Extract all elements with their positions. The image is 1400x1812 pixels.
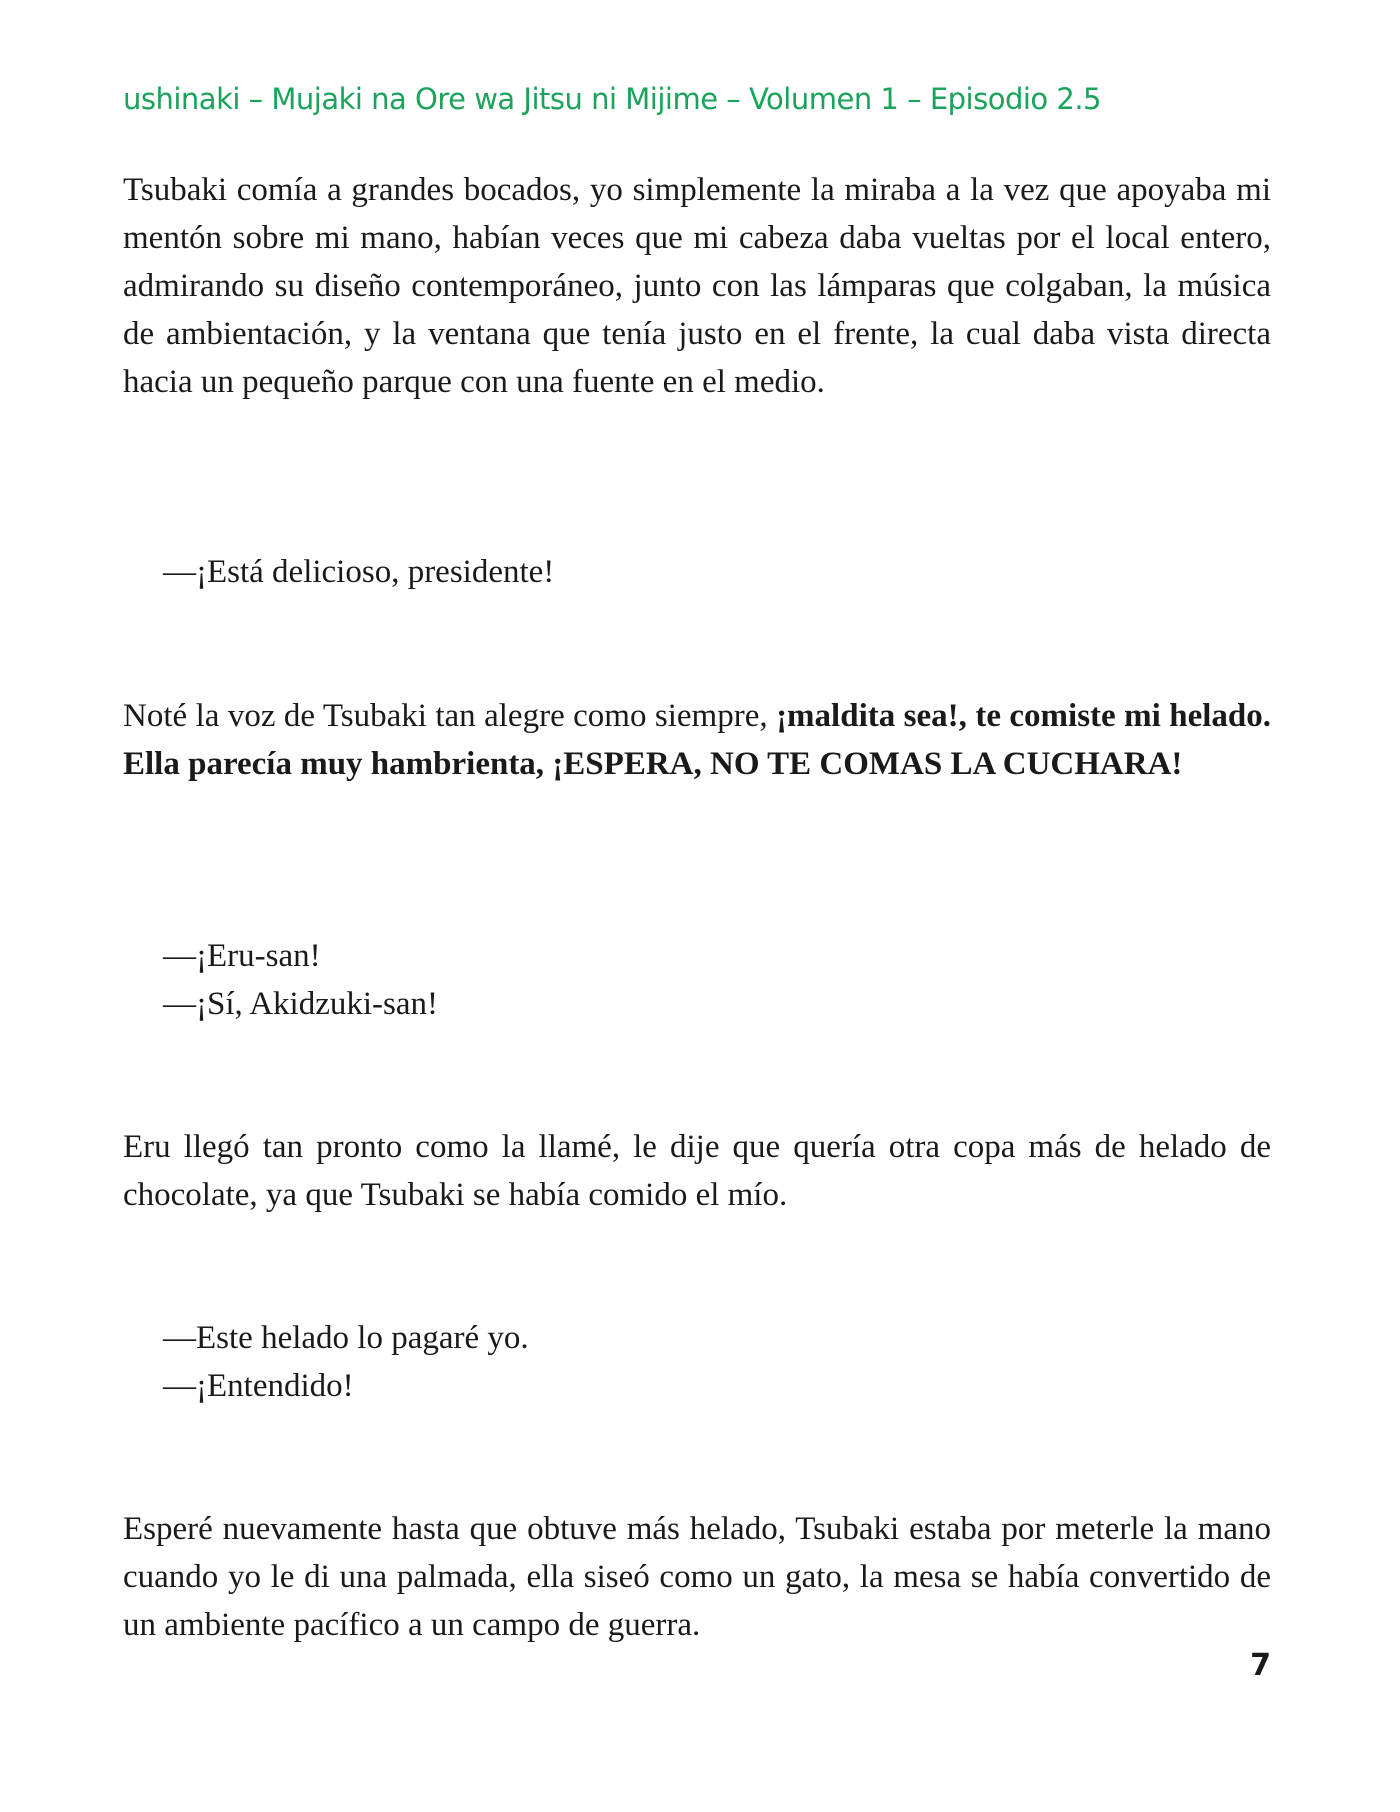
paragraph-2-bold: ¡maldita sea!, te comiste mi helado. Ella parecía muy hambrienta, ¡ESPERA, NO TE COMAS LA CUCHARA! bbox=[123, 698, 1271, 782]
dialogue-line-4: —Este helado lo pagaré yo. bbox=[163, 1320, 529, 1356]
dialogue-line-1: —¡Está delicioso, presidente! bbox=[163, 554, 555, 590]
running-header: ushinaki – Mujaki na Ore wa Jitsu ni Mijime – Volumen 1 – Episodio 2.5 bbox=[123, 82, 1102, 116]
page-number: 7 bbox=[1250, 1648, 1271, 1683]
dialogue-line-2: —¡Eru-san! bbox=[163, 938, 321, 974]
paragraph-2 bbox=[123, 692, 1271, 788]
dialogue-line-5: —¡Entendido! bbox=[163, 1368, 354, 1404]
paragraph-2-normal: Noté la voz de Tsubaki tan alegre como siempre, bbox=[123, 698, 777, 734]
paragraph-4: Esperé nuevamente hasta que obtuve más helado, Tsubaki estaba por meterle la mano cuando yo le di una palmada, ella siseó como un gato, la mesa se había convertido de un ambiente pacífico a un campo de guerra. bbox=[123, 1511, 1271, 1643]
dialogue-line-3: —¡Sí, Akidzuki-san! bbox=[163, 986, 438, 1022]
paragraph-3: Eru llegó tan pronto como la llamé, le dije que quería otra copa más de helado de chocolate, ya que Tsubaki se había comido el mío. bbox=[123, 1129, 1271, 1213]
paragraph-1: Tsubaki comía a grandes bocados, yo simplemente la miraba a la vez que apoyaba mi mentón sobre mi mano, habían veces que mi cabeza daba vueltas por el local entero, admirando su diseño contemporáneo, junto con las lámparas que colgaban, la música de ambientación, y la ventana que tenía justo en el frente, la cual daba vista directa hacia un pequeño parque con una fuente en el medio. bbox=[123, 172, 1271, 400]
